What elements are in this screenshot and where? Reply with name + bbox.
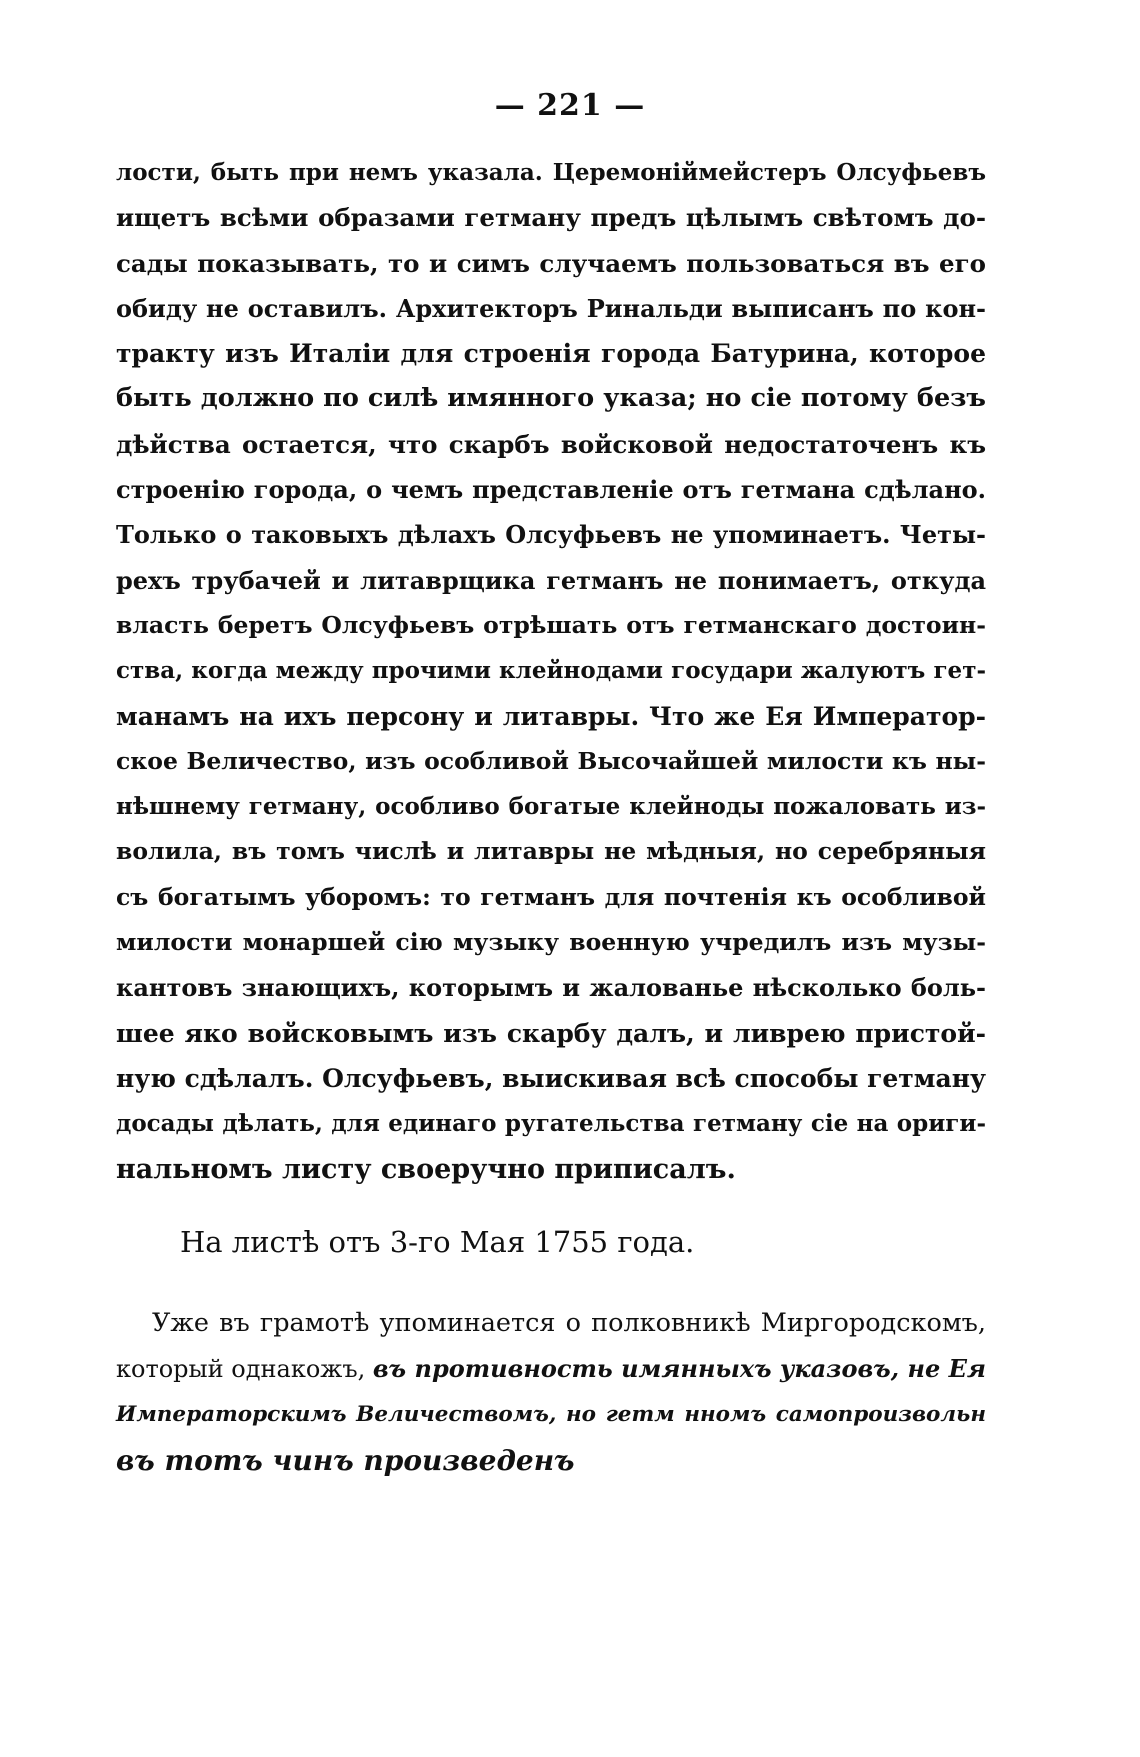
text-line: кантовъ знающихъ, которымъ и жалованье нѣсколько боль- [116, 973, 986, 1003]
italic-text: Императорскимъ Величествомъ, но гетм нномъ самопроизвольн [116, 1402, 986, 1427]
second-paragraph [116, 1300, 986, 1484]
text-line: ское Величество, изъ особливой Высочайшей милости къ ны- [116, 746, 986, 775]
text-line: милости монаршей сію музыку военную учредилъ изъ музы- [116, 928, 986, 957]
text-line-italic [116, 1438, 986, 1484]
text-line: Только о таковыхъ дѣлахъ Олсуфьевъ не упоминаетъ. Четы- [116, 520, 986, 550]
italic-text: въ противность имянныхъ указовъ, не Ея [372, 1354, 986, 1383]
text-line: рехъ трубачей и литаврщика гетманъ не понимаетъ, откуда [116, 565, 986, 595]
text-line: нальномъ листу своеручно приписалъ. [116, 1153, 736, 1185]
text-line: власть беретъ Олсуфьевъ отрѣшать отъ гетманскаго достоин- [116, 610, 986, 639]
text-line: тракту изъ Италіи для строенія города Батурина, которое [116, 339, 986, 369]
section-heading: На листѣ отъ 3-го Мая 1755 года. [180, 1225, 695, 1259]
text-line-italic [116, 1392, 986, 1438]
text-line: нѣшнему гетману, особливо богатые клейноды пожаловать из- [116, 793, 986, 821]
text-line: шее яко войсковымъ изъ скарбу далъ, и ливрею пристой- [116, 1018, 986, 1048]
text-line: быть должно по силѣ имянного указа; но сіе потому безъ [116, 383, 986, 414]
main-paragraph [116, 150, 986, 1192]
text-line-mixed [116, 1346, 986, 1392]
text-line: съ богатымъ уборомъ: то гетманъ для почтенія къ особливой [116, 882, 986, 911]
text-line: строенію города, о чемъ представленіе отъ гетмана сдѣлано. [116, 475, 986, 505]
page-number: — 221 — [494, 88, 646, 123]
plain-text: который однакожъ, [116, 1355, 373, 1383]
text-line: сады показывать, то и симъ случаемъ пользоваться въ его [116, 248, 986, 278]
text-line: дѣйства остается, что скарбъ войсковой недостаточенъ къ [116, 429, 986, 459]
text-line: манамъ на ихъ персону и литавры. Что же Ея Император- [116, 701, 986, 731]
text-line: волила, въ томъ числѣ и литавры не мѣдныя, но серебряныя [116, 837, 986, 866]
text-line: лости, быть при немъ указала. Церемоніймейстеръ Олсуфьевъ [116, 159, 986, 186]
italic-text: въ тотъ чинъ произведенъ [116, 1444, 575, 1477]
text-line: ищетъ всѣми образами гетману предъ цѣлымъ свѣтомъ до- [116, 203, 986, 233]
text-line: Уже въ грамотѣ упоминается о полковникѣ Миргородскомъ, [152, 1308, 986, 1338]
text-line: досады дѣлать, для единаго ругательства гетману сіе на ориги- [116, 1110, 986, 1138]
text-line: обиду не оставилъ. Архитекторъ Ринальди выписанъ по кон- [116, 293, 986, 323]
text-line: ную сдѣлалъ. Олсуфьевъ, выискивая всѣ способы гетману [116, 1063, 987, 1093]
text-line: ства, когда между прочими клейнодами государи жалуютъ гет- [116, 657, 986, 685]
